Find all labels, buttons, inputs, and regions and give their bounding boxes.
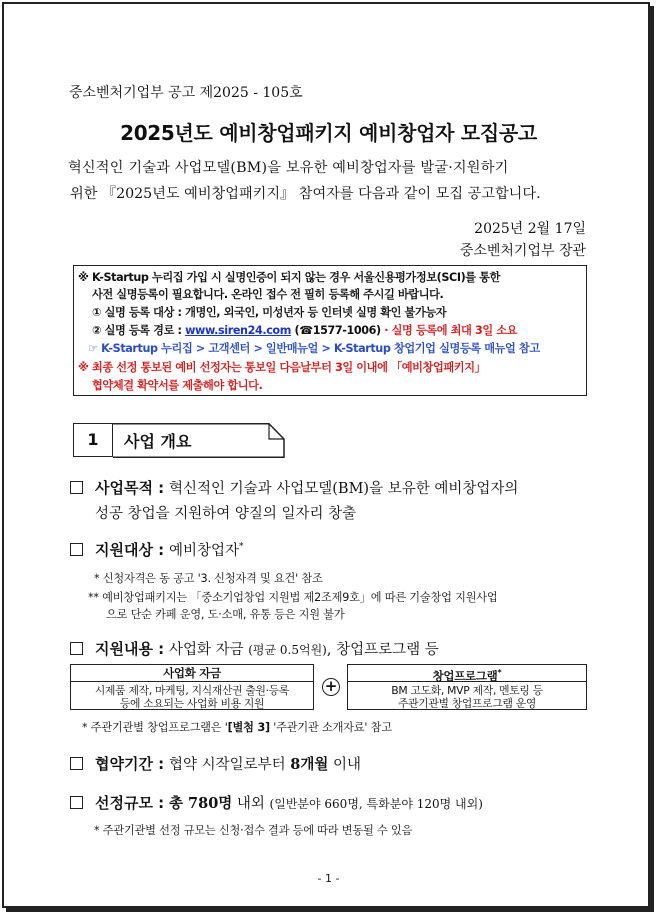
content-note-b: '주관기관 소개자료' 참고 (269, 721, 392, 734)
issuer: 중소벤처기업부 장관 (459, 243, 586, 259)
table-left-head: 사업화 자금 (71, 665, 313, 682)
siren24-link[interactable]: www.siren24.com (185, 324, 291, 337)
item-content-text-a: 사업화 자금 (168, 642, 249, 658)
item-target-label: 지원대상 : (95, 541, 165, 559)
notice-line-4-prefix: ② 실명 등록 경로 : (92, 324, 186, 337)
item-content-paren: (평균 0.5억원) (248, 643, 327, 657)
content-note-a: * 주관기관별 창업프로그램은 ' (82, 721, 228, 734)
table-right-body-2: 주관기관별 창업프로그램 운영 (398, 697, 536, 710)
item-scale-label: 선정규모 : (95, 794, 165, 812)
table-right-head (348, 665, 586, 682)
notice-line-1: ※ K-Startup 누리집 가입 시 실명인증이 되지 않는 경우 서울신용평가정보(SCI)를 통한 (78, 271, 501, 284)
checkbox-icon (70, 481, 83, 494)
page-number: - 1 - (317, 872, 340, 885)
item-scale-paren: (일반분야 660명, 특화분야 120명 내외) (269, 797, 483, 811)
notice-line-5: ☞ K-Startup 누리집 > 고객센터 > 일반매뉴얼 > K-Startup 창업기업 실명등록 매뉴얼 참고 (88, 342, 540, 355)
scale-note: * 주관기관별 선정 규모는 신청·접수 결과 등에 따라 변동될 수 있음 (94, 824, 413, 837)
item-purpose (70, 477, 518, 498)
target-note-2b: 으로 단순 카페 운영, 도·소매, 유통 등은 지원 불가 (106, 608, 345, 621)
checkbox-icon (70, 796, 83, 809)
item-period-bold: 8개월 (290, 756, 329, 773)
item-scale-text-a: 내외 (232, 796, 270, 812)
item-period-label: 협약기간 : (95, 755, 165, 773)
item-purpose-text-2: 성공 창업을 지원하여 양질의 일자리 창출 (95, 506, 357, 522)
content-note-bold: [별첨 3] (227, 721, 270, 734)
item-period-text-b: 이내 (328, 757, 361, 773)
notice-date: 2025년 2월 17일 (474, 221, 586, 237)
item-purpose-text-1: 혁신적인 기술과 사업모델(BM)을 보유한 예비창업자의 (168, 481, 519, 497)
notice-line-6: ※ 최종 선정 통보된 예비 선정자는 통보일 다음날부터 3일 이내에 「예비창업패키지」 (78, 361, 486, 374)
notice-phone: (☎1577-1006) (290, 324, 381, 337)
table-left-body-1: 시제품 제작, 마케팅, 지식재산권 출원·등록 (94, 684, 290, 697)
item-scale-bold: 총 780명 (168, 795, 233, 812)
section-title: 사업 개요 (124, 432, 192, 451)
item-period (70, 753, 361, 774)
item-scale (70, 792, 483, 813)
checkbox-icon (70, 543, 83, 556)
notice-line-2: 사전 실명등록이 필요합니다. 온라인 접수 전 필히 등록해 주시길 바랍니다. (92, 288, 444, 301)
notice-box (73, 265, 587, 396)
section-number: 1 (73, 423, 113, 457)
intro-line-2: 위한 『2025년도 예비창업패키지』 참여자를 다음과 같이 모집 공고합니다. (70, 186, 541, 202)
plus-icon: + (322, 678, 340, 696)
table-left-body-2: 등에 소요되는 사업화 비용 지원 (119, 697, 265, 710)
notice-line-4 (92, 322, 517, 338)
notice-number: 중소벤처기업부 공고 제2025 - 105호 (69, 85, 303, 101)
section-title-box (113, 423, 284, 457)
table-right-body-1: BM 고도화, MVP 제작, 멘토링 등 (391, 684, 543, 697)
notice-line-7: 협약체결 확약서를 제출해야 합니다. (92, 379, 263, 392)
notice-line-4-warning: · 실명 등록에 최대 3일 소요 (380, 324, 518, 337)
notice-line-3: ① 실명 등록 대상 : 개명인, 외국인, 미성년자 등 인터넷 실명 확인 불가능자 (92, 306, 447, 319)
checkbox-icon (70, 642, 83, 655)
table-right-mark: * (497, 668, 502, 677)
item-period-text-a: 협약 시작일로부터 (168, 757, 291, 773)
table-right-head-text: 창업프로그램 (432, 668, 498, 683)
item-content-label: 지원내용 : (95, 640, 165, 658)
item-content-text-b: , 창업프로그램 등 (326, 642, 439, 658)
target-note-2a: ** 예비창업패키지는 「중소기업창업 지원법 제2조제9호」에 따른 기술창업 지원사업 (88, 591, 498, 604)
target-note-1: * 신청자격은 동 공고 '3. 신청자격 및 요건' 참조 (94, 572, 323, 585)
item-target-mark: * (239, 542, 244, 552)
item-target (70, 539, 244, 560)
checkbox-icon (70, 757, 83, 770)
item-target-text: 예비창업자 (168, 543, 240, 559)
item-content (70, 638, 439, 659)
content-note (82, 719, 392, 735)
table-commercialization-fund (70, 664, 314, 710)
page-title: 2025년도 예비창업패키지 예비창업자 모집공고 (120, 121, 537, 145)
intro-line-1: 혁신적인 기술과 사업모델(BM)을 보유한 예비창업자를 발굴·지원하기 (68, 160, 509, 176)
table-startup-program (347, 664, 587, 710)
item-purpose-label: 사업목적 : (95, 479, 165, 497)
